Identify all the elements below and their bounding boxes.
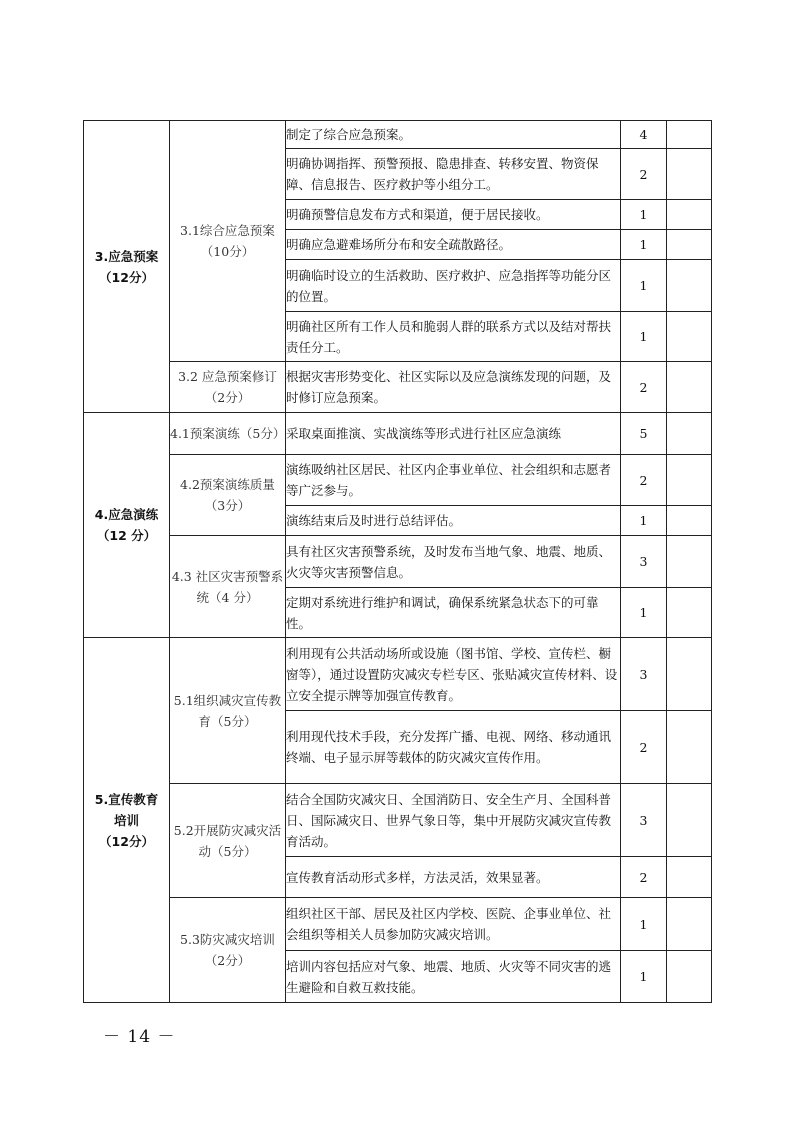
subcategory-cell: 5.1组织减灾宣传教育（5分） [170,638,286,784]
criterion-score: 1 [621,898,667,951]
criterion-text: 利用现代技术手段，充分发挥广播、电视、网络、移动通讯终端、电子显示屏等载体的防灾减灾宣传作用。 [286,711,621,784]
score-entry-cell [667,638,712,711]
criterion-score: 2 [621,857,667,898]
score-entry-cell [667,857,712,898]
criterion-score: 1 [621,312,667,362]
criterion-text: 组织社区干部、居民及社区内学校、医院、企事业单位、社会组织等相关人员参加防灾减灾培训。 [286,898,621,951]
evaluation-table [83,120,712,1003]
subcategory-cell: 4.2预案演练质量（3分） [170,455,286,536]
criterion-score: 1 [621,230,667,260]
criterion-text: 明确社区所有工作人员和脆弱人群的联系方式以及结对帮扶责任分工。 [286,312,621,362]
category-score: （12 分） [96,528,157,543]
subcategory-cell: 5.2开展防灾减灾活动（5分） [170,784,286,898]
category-name: 5.宣传教育培训 [94,791,159,828]
category-name: 3.应急预案 [94,248,159,264]
criterion-text: 具有社区灾害预警系统，及时发布当地气象、地震、地质、火灾等灾害预警信息。 [286,536,621,588]
category-cell [84,638,170,1003]
subcategory-cell: 3.2 应急预案修订（2分） [170,362,286,413]
criterion-score: 2 [621,362,667,413]
criterion-score: 1 [621,200,667,230]
criterion-text: 根据灾害形势变化、社区实际以及应急演练发现的问题，及时修订应急预案。 [286,362,621,413]
score-entry-cell [667,149,712,200]
criterion-text: 明确协调指挥、预警预报、隐患排查、转移安置、物资保障、信息报告、医疗救护等小组分工。 [286,149,621,200]
criterion-score: 1 [621,588,667,638]
score-entry-cell [667,455,712,506]
criterion-text: 演练结束后及时进行总结评估。 [286,506,621,536]
criterion-text: 明确预警信息发布方式和渠道，便于居民接收。 [286,200,621,230]
table-row [84,455,712,506]
criterion-score: 3 [621,536,667,588]
table-row [84,362,712,413]
criterion-text: 定期对系统进行维护和调试，确保系统紧急状态下的可靠性。 [286,588,621,638]
criterion-score: 2 [621,711,667,784]
score-entry-cell [667,413,712,455]
criterion-text: 利用现有公共活动场所或设施（图书馆、学校、宣传栏、橱窗等），通过设置防灾减灾专栏专区、张贴减灾宣传材料、设立安全提示牌等加强宣传教育。 [286,638,621,711]
score-entry-cell [667,230,712,260]
category-score: （12分） [99,833,154,849]
score-entry-cell [667,711,712,784]
criterion-score: 1 [621,506,667,536]
table-row [84,413,712,455]
page-number: － 14 － [103,1027,176,1047]
score-entry-cell [667,260,712,312]
criterion-score: 3 [621,784,667,857]
table-row [84,784,712,857]
criterion-score: 1 [621,951,667,1003]
score-entry-cell [667,951,712,1003]
score-entry-cell [667,784,712,857]
criterion-text: 明确临时设立的生活救助、医疗救护、应急指挥等功能分区的位置。 [286,260,621,312]
table-row [84,536,712,588]
subcategory-cell: 4.1预案演练（5分） [170,413,286,455]
criterion-score: 4 [621,121,667,149]
criterion-text: 采取桌面推演、实战演练等形式进行社区应急演练 [286,413,621,455]
category-name: 4.应急演练 [94,507,159,522]
score-entry-cell [667,312,712,362]
criterion-score: 2 [621,149,667,200]
score-entry-cell [667,200,712,230]
category-score: （12分） [99,269,154,285]
criterion-text: 演练吸纳社区居民、社区内企事业单位、社会组织和志愿者等广泛参与。 [286,455,621,506]
table-row [84,898,712,951]
criterion-score: 3 [621,638,667,711]
category-cell [84,413,170,638]
criterion-text: 结合全国防灾减灾日、全国消防日、安全生产月、全国科普日、国际减灾日、世界气象日等，集中开展防灾减灾宣传教育活动。 [286,784,621,857]
criterion-text: 宣传教育活动形式多样，方法灵活，效果显著。 [286,857,621,898]
criterion-score: 2 [621,455,667,506]
subcategory-cell: 5.3防灾减灾培训（2分） [170,898,286,1003]
table-row [84,638,712,711]
criterion-text: 明确应急避难场所分布和安全疏散路径。 [286,230,621,260]
criterion-score: 5 [621,413,667,455]
score-entry-cell [667,121,712,149]
score-entry-cell [667,362,712,413]
score-entry-cell [667,506,712,536]
criterion-text: 培训内容包括应对气象、地震、地质、火灾等不同灾害的逃生避险和自救互救技能。 [286,951,621,1003]
subcategory-cell: 4.3 社区灾害预警系统（4 分） [170,536,286,638]
criterion-text: 制定了综合应急预案。 [286,121,621,149]
subcategory-cell: 3.1综合应急预案（10分） [170,121,286,362]
score-entry-cell [667,588,712,638]
score-entry-cell [667,898,712,951]
criterion-score: 1 [621,260,667,312]
category-cell [84,121,170,413]
table-row [84,121,712,149]
score-entry-cell [667,536,712,588]
